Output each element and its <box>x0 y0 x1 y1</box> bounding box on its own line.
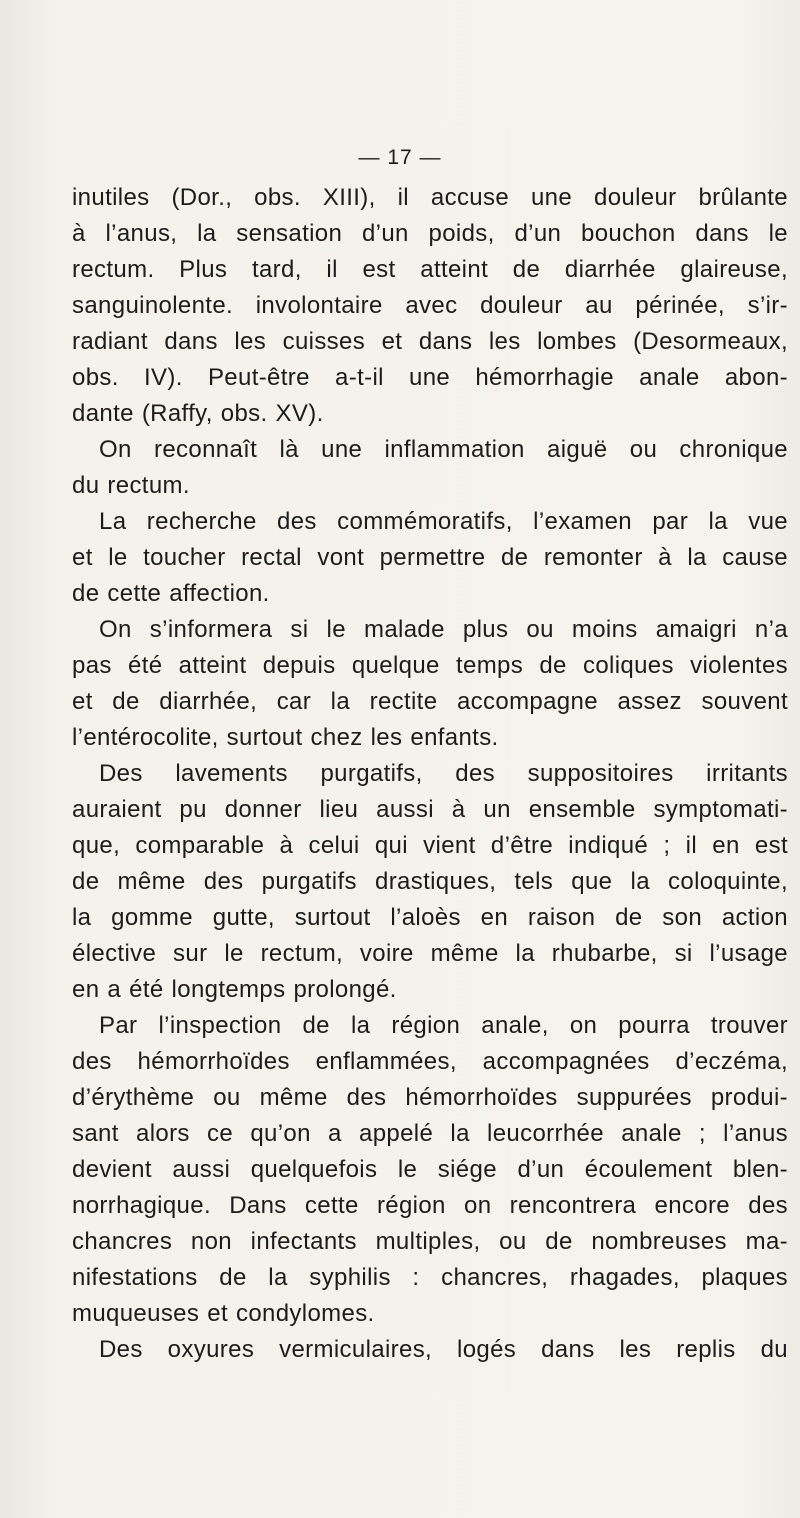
text-line: que, comparable à celui qui vient d’être indiqué ; il en est <box>72 832 788 859</box>
text-line: à l’anus, la sensation d’un poids, d’un bouchon dans le <box>72 220 788 247</box>
text-line: et le toucher rectal vont permettre de remonter à la cause <box>72 544 788 571</box>
text-line: de même des purgatifs drastiques, tels que la coloquinte, <box>72 868 788 895</box>
text-line: devient aussi quelquefois le siége d’un écoulement blen- <box>72 1156 788 1183</box>
text-line: et de diarrhée, car la rectite accompagne assez souvent <box>72 688 788 715</box>
text-line: Par l’inspection de la région anale, on pourra trouver <box>99 1012 788 1039</box>
text-line: La recherche des commémoratifs, l’examen par la vue <box>99 508 788 535</box>
text-line: radiant dans les cuisses et dans les lombes (Desormeaux, <box>72 328 788 355</box>
text-line: auraient pu donner lieu aussi à un ensemble symptomati- <box>72 796 788 823</box>
text-line: de cette affection. <box>72 580 270 607</box>
text-line: du rectum. <box>72 472 190 499</box>
text-line: inutiles (Dor., obs. XIII), il accuse une douleur brûlante <box>72 184 788 211</box>
text-line: dante (Raffy, obs. XV). <box>72 400 324 427</box>
text-line: nifestations de la syphilis : chancres, rhagades, plaques <box>72 1264 788 1291</box>
text-line: des hémorrhoïdes enflammées, accompagnées d’eczéma, <box>72 1048 788 1075</box>
text-line: sanguinolente. involontaire avec douleur au périnée, s’ir- <box>72 292 788 319</box>
text-line: d’érythème ou même des hémorrhoïdes suppurées produi- <box>72 1084 788 1111</box>
page-number: — 17 — <box>358 146 442 169</box>
text-line: muqueuses et condylomes. <box>72 1300 375 1327</box>
text-line: l’entérocolite, surtout chez les enfants. <box>72 724 499 751</box>
text-line: rectum. Plus tard, il est atteint de diarrhée glaireuse, <box>72 256 788 283</box>
text-line: On reconnaît là une inflammation aiguë ou chronique <box>99 436 788 463</box>
text-line: élective sur le rectum, voire même la rhubarbe, si l’usage <box>72 940 788 967</box>
body-text <box>72 180 788 1368</box>
text-line: sant alors ce qu’on a appelé la leucorrhée anale ; l’anus <box>72 1120 788 1147</box>
text-line: la gomme gutte, surtout l’aloès en raison de son action <box>72 904 788 931</box>
text-line: chancres non infectants multiples, ou de nombreuses ma- <box>72 1228 788 1255</box>
text-line: en a été longtemps prolongé. <box>72 976 397 1003</box>
text-line: norrhagique. Dans cette région on rencontrera encore des <box>72 1192 788 1219</box>
text-line: Des oxyures vermiculaires, logés dans les replis du <box>99 1336 788 1363</box>
text-line: On s’informera si le malade plus ou moins amaigri n’a <box>99 616 788 643</box>
text-line: Des lavements purgatifs, des suppositoires irritants <box>99 760 788 787</box>
text-line: obs. IV). Peut-être a-t-il une hémorrhagie anale abon- <box>72 364 788 391</box>
text-line: pas été atteint depuis quelque temps de coliques violentes <box>72 652 788 679</box>
